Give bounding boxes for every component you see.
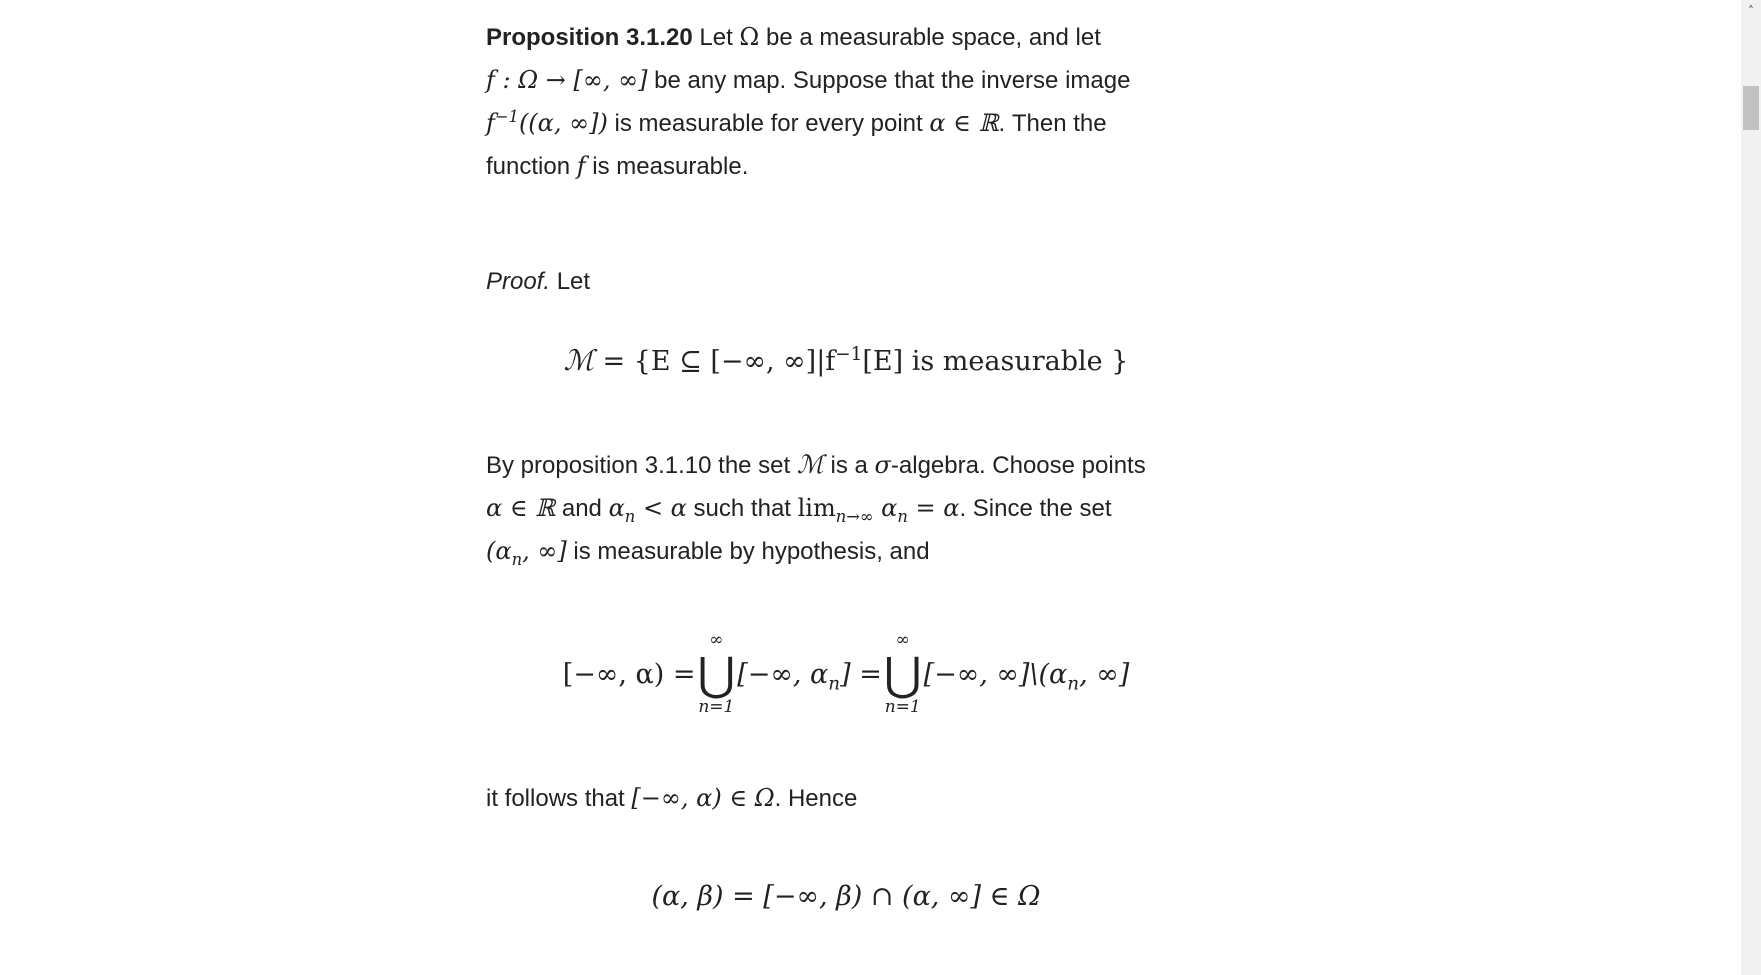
math-text: [−∞, $\alpha_n$] = xyxy=(737,658,882,694)
paragraph-it-follows xyxy=(486,777,1206,820)
text: is a xyxy=(823,452,875,479)
text: is measurable. xyxy=(585,153,749,180)
text: function xyxy=(486,153,577,180)
big-union-2: ∞ ⋃ n=1 xyxy=(883,630,922,717)
math-sigma: σ xyxy=(874,451,891,479)
math-f-map: f : Ω → [∞, ∞] xyxy=(486,66,648,94)
math-alpha-in-r: α ∈ ℝ xyxy=(929,109,999,137)
math-alpha-in-r: α ∈ ℝ xyxy=(486,494,556,522)
proof-paragraph xyxy=(486,260,1206,303)
text: . Hence xyxy=(774,785,858,812)
text: Let xyxy=(692,24,740,51)
text: . Since the set xyxy=(959,495,1112,522)
text: . Then the xyxy=(998,110,1107,137)
math-expression: [−∞, α) ∈ Ω xyxy=(631,784,775,812)
text: it follows that xyxy=(486,785,632,812)
big-union-1: ∞ ⋃ n=1 xyxy=(697,630,736,717)
math-script-m: ℳ xyxy=(563,344,594,377)
math-omega: Ω xyxy=(739,23,760,51)
proposition-label: Proposition 3.1.20 xyxy=(486,24,693,51)
math-limit: $\lim_{n\to\infty} \alpha_n = \alpha$ xyxy=(797,494,960,526)
text: and xyxy=(555,495,609,522)
math-sup: −1 xyxy=(835,344,863,365)
proposition-paragraph xyxy=(486,16,1206,188)
text: Let xyxy=(550,268,591,295)
math-text: [E] is measurable } xyxy=(862,346,1129,377)
text: is measurable for every point xyxy=(607,110,930,137)
text: be a measurable space, and let xyxy=(759,24,1101,51)
equation-sigma-algebra xyxy=(486,333,1206,389)
math-interval: ($\alpha_n$, ∞] xyxy=(486,537,567,569)
math-text: [−∞, α) = xyxy=(562,658,696,690)
text: is measurable by hypothesis, and xyxy=(566,538,930,565)
scroll-up-arrow-icon[interactable]: ˄ xyxy=(1748,4,1754,18)
text: such that xyxy=(686,495,798,522)
text: By proposition 3.1.10 the set xyxy=(486,452,797,479)
proof-label: Proof. xyxy=(486,268,551,295)
math-f-inverse: $f^{-1}((\alpha$, ∞]) xyxy=(486,107,608,137)
scrollbar-thumb[interactable] xyxy=(1743,86,1759,130)
paragraph-choose-points xyxy=(486,443,1206,573)
document-content xyxy=(486,16,1206,922)
math-script-m: ℳ xyxy=(796,450,824,479)
math-text: [−∞, $\infty]\backslash(\alpha_n$, ∞] xyxy=(923,658,1130,694)
math-f: f xyxy=(576,152,586,180)
equation-union xyxy=(486,625,1206,723)
text: -algebra. Choose points xyxy=(890,452,1146,479)
vertical-scrollbar[interactable] xyxy=(1741,0,1761,975)
math-text: = {E ⊆ [−∞, ∞]|f xyxy=(593,346,836,377)
text: be any map. Suppose that the inverse image xyxy=(647,67,1131,94)
math-alpha-n-lt-alpha: $\alpha_n < \alpha$ xyxy=(608,494,687,526)
equation-interval-intersection: (α, β) = [−∞, β) ∩ (α, ∞] ∈ Ω xyxy=(651,881,1041,912)
